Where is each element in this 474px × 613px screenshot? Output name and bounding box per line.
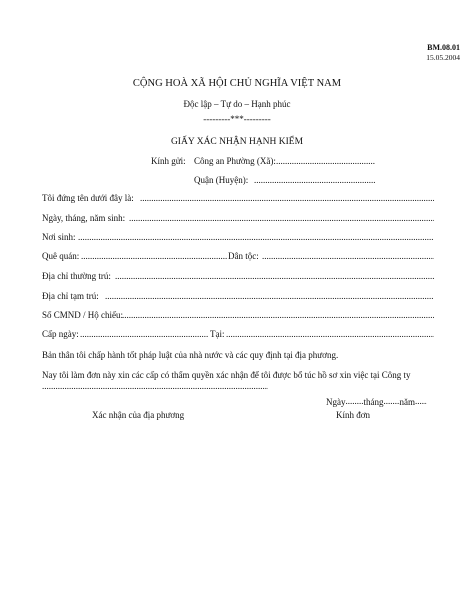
day-label: Ngày [326,397,346,407]
issue-place-dotted-line [226,330,434,339]
id-dotted-line [122,311,434,320]
year-dots [415,397,427,406]
separator: ---------***--------- [203,114,271,124]
issue-date-label: Cấp ngày: [42,329,79,339]
company-dotted-line [42,382,268,391]
id-label: Số CMND / Hộ chiếu: [42,310,123,320]
year-label: năm [399,397,415,407]
hometown-label: Quê quán: [42,251,80,261]
month-label: tháng [363,397,384,407]
issue-date-dotted-line [80,330,208,339]
form-date: 15.05.2004 [426,53,460,62]
district-label: Quận (Huyện): [194,175,249,185]
document-title: GIẤY XÁC NHẬN HẠNH KIỂM [170,137,304,147]
local-confirmation-label: Xác nhận của địa phương [92,410,185,420]
police-label: Công an Phường (Xã): [194,156,276,166]
month-dots [384,397,400,406]
applicant-label: Kính đơn [336,410,371,420]
statement-text: Bản thân tôi chấp hành tốt pháp luật của nhà nước và các quy định tại địa phương. [42,350,339,360]
day-dots [346,397,364,406]
date-line [326,398,427,407]
form-code: BM.08.01 [427,43,460,52]
ethnicity-label: Dân tộc: [228,251,259,261]
country-heading: CỘNG HOÀ XÃ HỘI CHỦ NGHĨA VIỆT NAM [132,78,342,89]
dob-label: Ngày, tháng, năm sinh: [42,213,126,223]
permanent-address-dotted-line [115,272,434,281]
issue-place-label: Tại: [210,329,225,339]
district-dotted-line [254,176,375,185]
temporary-address-label: Địa chỉ tạm trú: [42,291,99,301]
permanent-address-label: Địa chỉ thường trú: [42,271,111,281]
ethnicity-dotted-line [262,252,434,261]
name-dotted-line [140,194,434,203]
pob-dotted-line [78,233,434,242]
name-label: Tôi đứng tên dưới đây là: [42,193,134,203]
police-dotted-line [276,157,375,166]
hometown-dotted-line [81,252,227,261]
dob-dotted-line [129,214,434,223]
request-text: Nay tôi làm đơn này xin các cấp có thẩm quyền xác nhận để tôi được bổ túc hồ sơ xin việc tại Công ty [42,370,411,380]
kinh-gui-label: Kính gửi: [151,156,186,166]
motto: Độc lập – Tự do – Hạnh phúc [183,99,291,109]
temporary-address-dotted-line [105,292,434,301]
pob-label: Nơi sinh: [42,232,76,242]
